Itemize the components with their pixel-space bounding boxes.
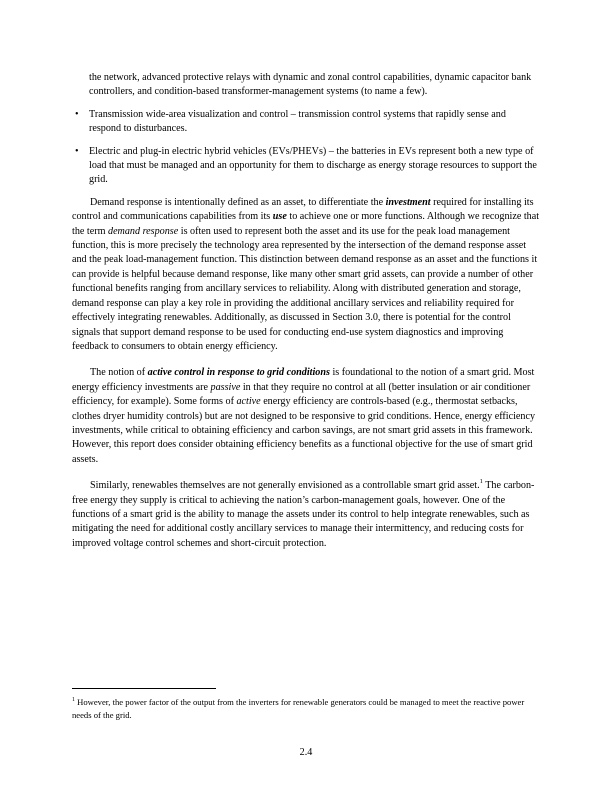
footnote <box>72 696 542 721</box>
bullet-text: Transmission wide-area visualization and control – transmission control systems that rapidly sense and respond to disturbances. <box>89 108 506 135</box>
bullet-icon: • <box>75 145 79 157</box>
text-run: The carbon-free energy they supply is critical to achieving the nation’s carbon-management goals, however. One of the functions of a smart grid is the ability to manage the assets under its control to help integrate renewables, such as mitigating the need for additional costly ancillary services to manage their intermittency, and reducing costs for improved voltage control schemes and short-circuit protection. <box>72 480 535 549</box>
emphasis-active-control: active control in response to grid conditions <box>147 367 330 379</box>
emphasis-use: use <box>272 211 287 223</box>
body-text <box>72 71 540 563</box>
paragraph-renewables <box>72 479 540 551</box>
emphasis-passive: passive <box>210 381 241 393</box>
text-run: Demand response is intentionally defined as an asset, to differentiate the <box>90 196 386 208</box>
footnote-divider <box>72 688 216 689</box>
emphasis-demand-response: demand response <box>108 225 179 237</box>
bullet-continuation: the network, advanced protective relays with dynamic and zonal control capabilities, dynamic capacitor bank controllers, and condition-based transformer-management systems (to name a few). <box>89 72 532 98</box>
bullet-list <box>72 108 540 188</box>
text-run: is often used to represent both the asset and its use for the peak load management function, this is more precisely the technology area represented by the intersection of the demand response asset and the peak load-management function. This distinction between demand response as an asset and the functions it can provide is helpful because demand response, like many other smart grid assets, can provide a number of other functional benefits ranging from ancillary services to reliability. Along with distributed generation and storage, demand response can play a key role in providing the additional ancillary services and reliability required for effectively integrating renewables. Additionally, as discussed in Section 3.0, there is potential for the control signals that support demand response to be used for conducting end-use system diagnostics and improving feedback to consumers to obtain energy efficiency. <box>72 225 538 352</box>
page-number: 2.4 <box>299 747 313 758</box>
text-run: is foundational to the notion of a smart grid. Most energy efficiency investments are <box>72 367 535 393</box>
text-run: Similarly, renewables themselves are not generally envisioned as a controllable smart grid asset. <box>90 480 480 492</box>
text-run: in that they require no control at all (better insulation or air conditioner efficiency, for example). Some forms of <box>72 381 531 408</box>
paragraph-active-control <box>72 366 540 467</box>
emphasis-investment: investment <box>385 196 431 208</box>
footnote-text: However, the power factor of the output from the inverters for renewable generators could be managed to meet the reactive power needs of the grid. <box>72 697 525 720</box>
text-run: The notion of <box>90 367 148 379</box>
footnote-reference[interactable]: 1 <box>479 478 483 486</box>
paragraph-demand-response <box>72 196 540 354</box>
text-run: to achieve one or more functions. Although we recognize that the term <box>72 211 540 237</box>
bullet-text: Electric and plug-in electric hybrid vehicles (EVs/PHEVs) – the batteries in EVs represent both a new type of load that must be managed and an opportunity for them to discharge as energy storage resources to support the grid. <box>89 145 537 186</box>
emphasis-active: active <box>236 396 261 408</box>
bullet-item-transmission <box>72 108 540 137</box>
text-run: required for installing its control and communications capabilities from its <box>72 196 534 223</box>
bullet-icon: • <box>75 108 79 120</box>
footnote-mark: 1 <box>72 697 75 703</box>
text-run: energy efficiency are controls-based (e.g., thermostat setbacks, clothes dryer humidity controls) but are not designed to be responsive to grid conditions. Hence, energy efficiency investments, while critical to obtaining efficiency and carbon savings, are not smart grid assets in this framework. However, this report does consider obtaining efficiency benefits as a functional objective for the use of smart grid assets. <box>72 396 536 465</box>
bullet-item-ev <box>72 145 540 188</box>
